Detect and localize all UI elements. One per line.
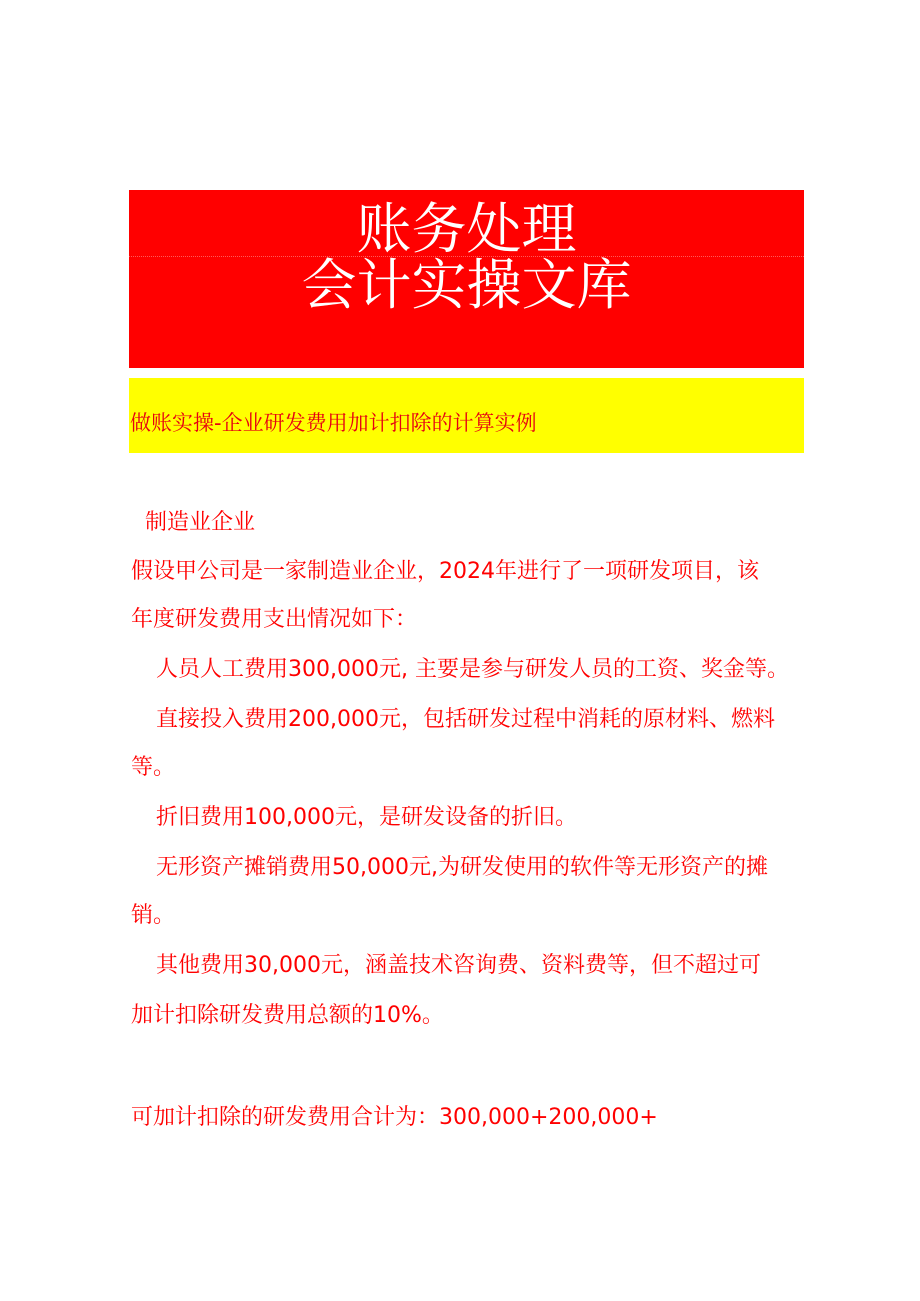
total-calculation-line: 可加计扣除的研发费用合计为：300,000+200,000+ [131, 1105, 658, 1130]
paragraph-line: 假设甲公司是一家制造业企业，2024年进行了一项研发项目，该 [131, 559, 759, 584]
expense-item-direct-input: 直接投入费用200,000元，包括研发过程中消耗的原材料、燃料 [156, 707, 775, 732]
paragraph-line: 等。 [131, 755, 176, 780]
expense-item-depreciation: 折旧费用100,000元，是研发设备的折旧。 [156, 805, 577, 830]
document-subtitle: 做账实操-企业研发费用加计扣除的计算实例 [130, 411, 537, 435]
banner-title-line-2: 会计实操文库 [301, 253, 632, 317]
expense-item-personnel: 人员人工费用300,000元, 主要是参与研发人员的工资、奖金等。 [156, 657, 789, 682]
paragraph-line: 加计扣除研发费用总额的10%。 [131, 1003, 444, 1028]
paragraph-line: 销。 [131, 903, 176, 928]
title-banner [129, 190, 804, 368]
subtitle-bar [129, 378, 804, 453]
section-heading: 制造业企业 [145, 510, 256, 535]
expense-item-amortization: 无形资产摊销费用50,000元,为研发使用的软件等无形资产的摊 [156, 855, 768, 880]
paragraph-line: 年度研发费用支出情况如下： [131, 607, 418, 632]
banner-title-line-1: 账务处理 [356, 197, 577, 261]
expense-item-other: 其他费用30,000元，涵盖技术咨询费、资料费等，但不超过可 [156, 953, 761, 978]
